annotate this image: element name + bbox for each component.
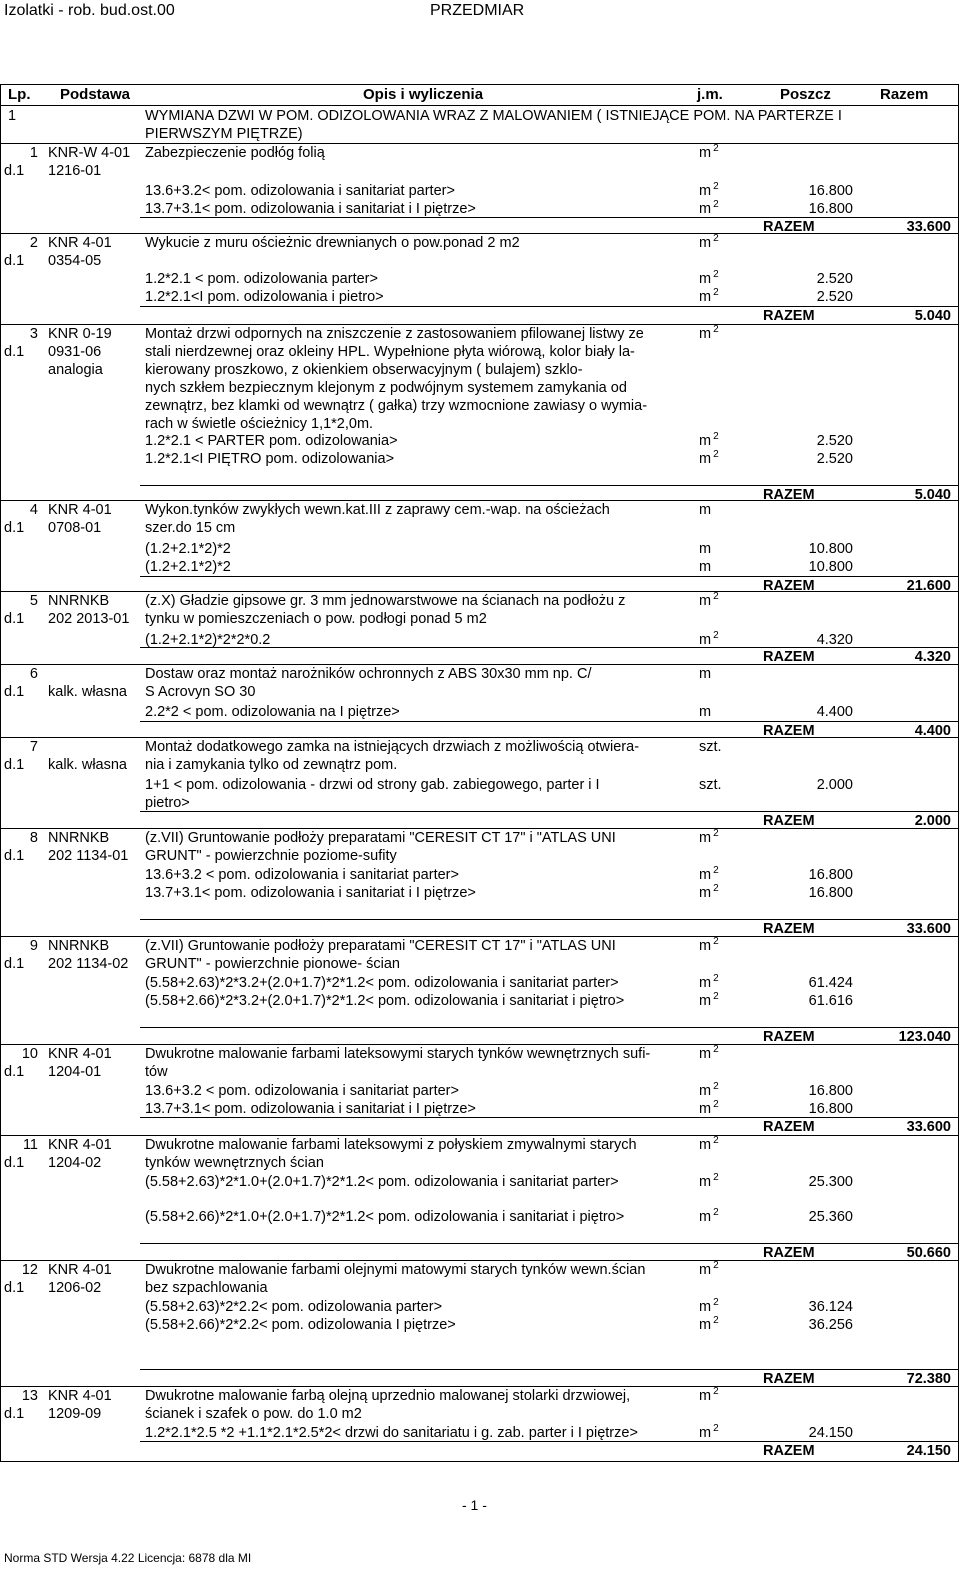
unit-cell bbox=[699, 937, 719, 955]
unit-base: m bbox=[699, 145, 712, 161]
unit-exponent: 2 bbox=[713, 1135, 719, 1146]
unit-exponent: 2 bbox=[713, 991, 719, 1002]
item-description-line: (z.VII) Gruntowanie podłoży preparatami "CERESIT CT 17" i "ATLAS UNI bbox=[145, 938, 616, 954]
calc-quantity: 2.520 bbox=[816, 451, 853, 467]
unit-exponent: 2 bbox=[713, 199, 719, 210]
item-divider bbox=[0, 143, 958, 144]
unit-cell bbox=[699, 1082, 719, 1100]
unit-cell bbox=[699, 234, 719, 252]
calc-line: (5.58+2.63)*2*3.2+(2.0+1.7)*2*1.2< pom. odizolowania i sanitariat parter> bbox=[145, 975, 619, 991]
item-number: 3 bbox=[29, 326, 38, 342]
page-number: - 1 - bbox=[462, 1497, 487, 1513]
item-code-number: 202 1134-02 bbox=[48, 956, 129, 972]
calc-line: 13.7+3.1< pom. odizolowania i sanitariat i I piętrze> bbox=[145, 1101, 476, 1117]
calc-line: 1.2*2.1 < pom. odizolowania parter> bbox=[145, 271, 378, 287]
col-razem: Razem bbox=[880, 86, 929, 103]
unit-cell: m bbox=[699, 541, 712, 557]
subtotal-rule bbox=[140, 1369, 958, 1370]
unit-base: m bbox=[699, 1209, 712, 1225]
razem-label: RAZEM bbox=[763, 1371, 815, 1387]
item-total: 4.320 bbox=[914, 649, 951, 665]
calc-line: 13.6+3.2 < pom. odizolowania i sanitariat parter> bbox=[145, 867, 459, 883]
calc-line: 1.2*2.1*2.5 *2 +1.1*2.1*2.5*2< drzwi do sanitariatu i g. zab. parter i I piętrze> bbox=[145, 1425, 638, 1441]
item-total: 50.660 bbox=[906, 1245, 951, 1261]
unit-cell bbox=[699, 866, 719, 884]
item-code-number: 1209-09 bbox=[48, 1406, 102, 1422]
item-d-index: d.1 bbox=[4, 1406, 25, 1422]
unit-exponent: 2 bbox=[713, 1297, 719, 1308]
calc-quantity: 25.360 bbox=[808, 1209, 853, 1225]
col-podstawa: Podstawa bbox=[60, 86, 131, 103]
calc-line: 13.6+3.2 < pom. odizolowania i sanitariat parter> bbox=[145, 1083, 459, 1099]
item-total: 21.600 bbox=[906, 578, 951, 594]
item-total: 5.040 bbox=[914, 308, 951, 324]
subtotal-rule bbox=[140, 576, 958, 577]
item-number: 1 bbox=[29, 145, 38, 161]
item-description-line: nia i zamykania tylko od zewnątrz pom. bbox=[145, 757, 398, 773]
item-d-index: d.1 bbox=[4, 1155, 25, 1171]
razem-label: RAZEM bbox=[763, 308, 815, 324]
unit-exponent: 2 bbox=[713, 1099, 719, 1110]
calc-quantity: 24.150 bbox=[808, 1425, 853, 1441]
subtotal-rule bbox=[140, 1441, 958, 1442]
item-d-index: d.1 bbox=[4, 344, 25, 360]
unit-base: m bbox=[699, 271, 712, 287]
unit-base: m bbox=[699, 201, 712, 217]
calc-quantity: 16.800 bbox=[808, 1083, 853, 1099]
item-description-line: (z.VII) Gruntowanie podłoży preparatami "CERESIT CT 17" i "ATLAS UNI bbox=[145, 830, 616, 846]
item-total: 33.600 bbox=[906, 219, 951, 235]
calc-quantity: 10.800 bbox=[808, 559, 853, 575]
item-number: 12 bbox=[21, 1262, 38, 1278]
calc-line: (5.58+2.66)*2*3.2+(2.0+1.7)*2*1.2< pom. odizolowania i sanitariat i piętro> bbox=[145, 993, 625, 1009]
item-code-catalog: KNR 4-01 bbox=[48, 1262, 112, 1278]
calc-line: 1+1 < pom. odizolowania - drzwi od strony gab. zabiegowego, parter i I bbox=[145, 777, 600, 793]
item-total: 5.040 bbox=[914, 487, 951, 503]
unit-exponent: 2 bbox=[713, 449, 719, 460]
unit-base: m bbox=[699, 1046, 712, 1062]
unit-base: m bbox=[699, 1083, 712, 1099]
item-description-line: Dostaw oraz montaż narożników ochronnych z ABS 30x30 mm np. C/ bbox=[145, 666, 592, 682]
table-bottom-border bbox=[0, 1461, 958, 1462]
calc-line: 2.2*2 < pom. odizolowania na I piętrze> bbox=[145, 704, 400, 720]
calc-quantity: 16.800 bbox=[808, 1101, 853, 1117]
unit-exponent: 2 bbox=[713, 233, 719, 244]
unit-base: m bbox=[699, 938, 712, 954]
item-d-index: d.1 bbox=[4, 1064, 25, 1080]
unit-base: m bbox=[699, 885, 712, 901]
unit-cell bbox=[699, 288, 719, 306]
unit-exponent: 2 bbox=[713, 1423, 719, 1434]
calc-quantity: 2.520 bbox=[816, 271, 853, 287]
item-code-number: 1204-02 bbox=[48, 1155, 102, 1171]
item-code-catalog: KNR 4-01 bbox=[48, 1137, 112, 1153]
table-left-border bbox=[0, 84, 1, 1462]
unit-base: m bbox=[699, 1425, 712, 1441]
item-description-line: stali nierdzewnej oraz okleiny HPL. Wypełnione płyta wiórową, kolor biały la- bbox=[145, 344, 635, 360]
item-d-index: d.1 bbox=[4, 520, 25, 536]
unit-cell bbox=[699, 884, 719, 902]
unit-cell bbox=[699, 1173, 719, 1191]
calc-line: pietro> bbox=[145, 795, 190, 811]
calc-quantity: 36.124 bbox=[808, 1299, 853, 1315]
subtotal-rule bbox=[140, 1027, 958, 1028]
item-total: 33.600 bbox=[906, 921, 951, 937]
calc-quantity: 16.800 bbox=[808, 183, 853, 199]
unit-cell: m bbox=[699, 666, 712, 682]
calc-line: (5.58+2.66)*2*2.2< pom. odizolowania I piętrze> bbox=[145, 1317, 456, 1333]
item-code-number: 202 1134-01 bbox=[48, 848, 129, 864]
calc-line: (1.2+2.1*2)*2*2*0.2 bbox=[145, 632, 271, 648]
item-code-number: 1216-01 bbox=[48, 163, 102, 179]
unit-cell bbox=[699, 450, 719, 468]
razem-label: RAZEM bbox=[763, 723, 815, 739]
column-header-row bbox=[0, 86, 958, 106]
subtotal-rule bbox=[140, 647, 958, 648]
unit-cell bbox=[699, 1100, 719, 1118]
unit-cell bbox=[699, 325, 719, 343]
item-d-index: d.1 bbox=[4, 1280, 25, 1296]
unit-cell: m bbox=[699, 502, 712, 518]
razem-label: RAZEM bbox=[763, 813, 815, 829]
calc-quantity: 61.424 bbox=[808, 975, 853, 991]
calc-line: (5.58+2.63)*2*1.0+(2.0+1.7)*2*1.2< pom. odizolowania i sanitariat parter> bbox=[145, 1174, 619, 1190]
unit-base: m bbox=[699, 235, 712, 251]
item-code-number: kalk. własna bbox=[48, 757, 127, 773]
item-number: 5 bbox=[29, 593, 38, 609]
item-code-catalog: NNRNKB bbox=[48, 593, 110, 609]
item-number: 9 bbox=[29, 938, 38, 954]
item-number: 8 bbox=[29, 830, 38, 846]
unit-exponent: 2 bbox=[713, 1081, 719, 1092]
unit-exponent: 2 bbox=[713, 973, 719, 984]
item-code-catalog: KNR 4-01 bbox=[48, 235, 112, 251]
unit-exponent: 2 bbox=[713, 431, 719, 442]
unit-exponent: 2 bbox=[713, 269, 719, 280]
item-description-line: Dwukrotne malowanie farbami olejnymi matowymi starych tynków wewn.ścian bbox=[145, 1262, 646, 1278]
item-code-number: 202 2013-01 bbox=[48, 611, 130, 627]
calc-line: 1.2*2.1<I pom. odizolowania i pietro> bbox=[145, 289, 384, 305]
item-number: 2 bbox=[29, 235, 38, 251]
section-number: 1 bbox=[8, 108, 17, 124]
item-number: 4 bbox=[29, 502, 38, 518]
item-code-number: 0931-06 bbox=[48, 344, 102, 360]
unit-exponent: 2 bbox=[713, 287, 719, 298]
unit-exponent: 2 bbox=[713, 591, 719, 602]
unit-base: m bbox=[699, 1388, 712, 1404]
calc-line: (5.58+2.66)*2*1.0+(2.0+1.7)*2*1.2< pom. odizolowania i sanitariat i piętro> bbox=[145, 1209, 625, 1225]
razem-label: RAZEM bbox=[763, 1443, 815, 1459]
subtotal-rule bbox=[140, 485, 958, 486]
unit-exponent: 2 bbox=[713, 828, 719, 839]
item-code-catalog: KNR 0-19 bbox=[48, 326, 112, 342]
unit-base: m bbox=[699, 830, 712, 846]
item-number: 7 bbox=[29, 739, 38, 755]
header-rule-top bbox=[0, 84, 958, 85]
unit-cell: szt. bbox=[699, 739, 722, 755]
subtotal-rule bbox=[140, 919, 958, 920]
subtotal-rule bbox=[140, 721, 958, 722]
item-d-index: d.1 bbox=[4, 757, 25, 773]
item-number: 6 bbox=[29, 666, 38, 682]
unit-base: m bbox=[699, 1262, 712, 1278]
item-code-number: 0708-01 bbox=[48, 520, 102, 536]
razem-label: RAZEM bbox=[763, 649, 815, 665]
item-description-line: Montaż dodatkowego zamka na istniejących drzwiach z możliwością otwiera- bbox=[145, 739, 640, 755]
subtotal-rule bbox=[140, 1243, 958, 1244]
unit-base: m bbox=[699, 1101, 712, 1117]
calc-line: 1.2*2.1 < PARTER pom. odizolowania> bbox=[145, 433, 398, 449]
item-total: 4.400 bbox=[914, 723, 951, 739]
unit-base: m bbox=[699, 433, 712, 449]
calc-quantity: 4.320 bbox=[816, 632, 853, 648]
item-description-line: szer.do 15 cm bbox=[145, 520, 236, 536]
unit-exponent: 2 bbox=[713, 143, 719, 154]
calc-quantity: 36.256 bbox=[808, 1317, 853, 1333]
item-description-line: GRUNT" - powierzchnie pionowe- ścian bbox=[145, 956, 400, 972]
calc-quantity: 10.800 bbox=[808, 541, 853, 557]
header-rule-bottom bbox=[0, 105, 958, 106]
calc-line: 13.6+3.2< pom. odizolowania i sanitariat parter> bbox=[145, 183, 455, 199]
unit-base: m bbox=[699, 289, 712, 305]
unit-cell bbox=[699, 1298, 719, 1316]
unit-cell bbox=[699, 432, 719, 450]
item-total: 123.040 bbox=[898, 1029, 951, 1045]
section-title-line2: PIERWSZYM PIĘTRZE) bbox=[145, 126, 303, 142]
item-code-note: analogia bbox=[48, 362, 103, 378]
calc-line: 13.7+3.1< pom. odizolowania i sanitariat i I piętrze> bbox=[145, 885, 476, 901]
razem-label: RAZEM bbox=[763, 578, 815, 594]
unit-base: m bbox=[699, 632, 712, 648]
unit-exponent: 2 bbox=[713, 181, 719, 192]
document-title: Izolatki - rob. bud.ost.00 bbox=[4, 2, 175, 19]
item-description-line: rach w świetle ościeżnicy 1,1*2,0m. bbox=[145, 416, 374, 432]
subtotal-rule bbox=[140, 811, 958, 812]
unit-base: m bbox=[699, 975, 712, 991]
unit-cell bbox=[699, 829, 719, 847]
calc-quantity: 2.520 bbox=[816, 289, 853, 305]
razem-label: RAZEM bbox=[763, 487, 815, 503]
calc-line: 1.2*2.1<I PIĘTRO pom. odizolowania> bbox=[145, 451, 395, 467]
unit-cell bbox=[699, 1387, 719, 1405]
item-description-line: (z.X) Gładzie gipsowe gr. 3 mm jednowarstwowe na ścianach na podłożu z bbox=[145, 593, 626, 609]
item-description-line: tynków wewnętrznych ścian bbox=[145, 1155, 324, 1171]
unit-cell bbox=[699, 200, 719, 218]
item-code-number: kalk. własna bbox=[48, 684, 127, 700]
unit-cell bbox=[699, 974, 719, 992]
razem-label: RAZEM bbox=[763, 219, 815, 235]
item-d-index: d.1 bbox=[4, 611, 25, 627]
calc-quantity: 2.000 bbox=[816, 777, 853, 793]
col-jm: j.m. bbox=[697, 86, 723, 103]
unit-exponent: 2 bbox=[713, 1044, 719, 1055]
section-title-line1: WYMIANA DZWI W POM. ODIZOLOWANIA WRAZ Z MALOWANIEM ( ISTNIEJĄCE POM. NA PARTERZE I bbox=[145, 108, 842, 124]
unit-cell bbox=[699, 1424, 719, 1442]
item-d-index: d.1 bbox=[4, 253, 25, 269]
unit-base: m bbox=[699, 1174, 712, 1190]
item-description-line: tynku w pomieszczeniach o pow. podłogi ponad 5 m2 bbox=[145, 611, 487, 627]
unit-cell bbox=[699, 1261, 719, 1279]
unit-base: m bbox=[699, 867, 712, 883]
calc-quantity: 25.300 bbox=[808, 1174, 853, 1190]
calc-quantity: 16.800 bbox=[808, 867, 853, 883]
razem-label: RAZEM bbox=[763, 921, 815, 937]
item-code-catalog: NNRNKB bbox=[48, 938, 110, 954]
item-d-index: d.1 bbox=[4, 848, 25, 864]
calc-quantity: 16.800 bbox=[808, 201, 853, 217]
calc-line: (1.2+2.1*2)*2 bbox=[145, 559, 231, 575]
item-d-index: d.1 bbox=[4, 163, 25, 179]
razem-label: RAZEM bbox=[763, 1029, 815, 1045]
unit-cell bbox=[699, 1045, 719, 1063]
unit-base: m bbox=[699, 326, 712, 342]
unit-base: m bbox=[699, 993, 712, 1009]
item-number: 13 bbox=[21, 1388, 38, 1404]
unit-cell: m bbox=[699, 559, 712, 575]
item-code-catalog: KNR 4-01 bbox=[48, 502, 112, 518]
unit-exponent: 2 bbox=[713, 1260, 719, 1271]
item-description-line: S Acrovyn SO 30 bbox=[145, 684, 256, 700]
calc-line: (1.2+2.1*2)*2 bbox=[145, 541, 231, 557]
item-description-line: Wykucie z muru ościeżnic drewnianych o pow.ponad 2 m2 bbox=[145, 235, 520, 251]
item-code-number: 0354-05 bbox=[48, 253, 102, 269]
item-description-line: nych szkłem bezpiecznym klejonym z podwójnym systemem zamykania od bbox=[145, 380, 627, 396]
calc-line: (5.58+2.63)*2*2.2< pom. odizolowania parter> bbox=[145, 1299, 443, 1315]
unit-exponent: 2 bbox=[713, 1315, 719, 1326]
item-total: 33.600 bbox=[906, 1119, 951, 1135]
subtotal-rule bbox=[140, 1117, 958, 1118]
item-total: 2.000 bbox=[914, 813, 951, 829]
calc-quantity: 16.800 bbox=[808, 885, 853, 901]
unit-cell bbox=[699, 992, 719, 1010]
item-number: 10 bbox=[21, 1046, 38, 1062]
unit-cell bbox=[699, 1136, 719, 1154]
col-poszcz: Poszcz bbox=[780, 86, 831, 103]
footer-license: Norma STD Wersja 4.22 Licencja: 6878 dla MI bbox=[4, 1551, 252, 1565]
unit-cell bbox=[699, 1316, 719, 1334]
item-total: 72.380 bbox=[906, 1371, 951, 1387]
unit-exponent: 2 bbox=[713, 324, 719, 335]
unit-exponent: 2 bbox=[713, 865, 719, 876]
unit-base: m bbox=[699, 451, 712, 467]
item-description-line: Montaż drzwi odpornych na zniszczenie z zastosowaniem pfilowanej listwy ze bbox=[145, 326, 644, 342]
unit-cell bbox=[699, 1208, 719, 1226]
razem-label: RAZEM bbox=[763, 1119, 815, 1135]
razem-label: RAZEM bbox=[763, 1245, 815, 1261]
item-description-line: Dwukrotne malowanie farbami lateksowymi starych tynków wewnętrznych sufi- bbox=[145, 1046, 651, 1062]
subtotal-rule bbox=[140, 306, 958, 307]
item-code-catalog: NNRNKB bbox=[48, 830, 110, 846]
unit-cell bbox=[699, 270, 719, 288]
unit-base: m bbox=[699, 1299, 712, 1315]
item-description-line: Wykon.tynków zwykłych wewn.kat.III z zaprawy cem.-wap. na ościeżach bbox=[145, 502, 610, 518]
unit-exponent: 2 bbox=[713, 1172, 719, 1183]
unit-exponent: 2 bbox=[713, 936, 719, 947]
item-description-line: Dwukrotne malowanie farbami lateksowymi z połyskiem zmywalnymi starych bbox=[145, 1137, 637, 1153]
item-code-number: 1206-02 bbox=[48, 1280, 102, 1296]
table-right-border bbox=[958, 84, 959, 1462]
item-code-catalog: KNR-W 4-01 bbox=[48, 145, 131, 161]
item-description-line: GRUNT" - powierzchnie poziome-sufity bbox=[145, 848, 397, 864]
document-type: PRZEDMIAR bbox=[430, 2, 525, 19]
item-code-number: 1204-01 bbox=[48, 1064, 102, 1080]
unit-base: m bbox=[699, 1137, 712, 1153]
item-description-line: tów bbox=[145, 1064, 168, 1080]
unit-exponent: 2 bbox=[713, 1207, 719, 1218]
subtotal-rule bbox=[140, 217, 958, 218]
item-description-line: ścianek i szafek o pow. do 1.0 m2 bbox=[145, 1406, 362, 1422]
unit-exponent: 2 bbox=[713, 630, 719, 641]
unit-cell: m bbox=[699, 704, 712, 720]
calc-line: 13.7+3.1< pom. odizolowania i sanitariat i I piętrze> bbox=[145, 201, 476, 217]
item-d-index: d.1 bbox=[4, 956, 25, 972]
unit-cell: szt. bbox=[699, 777, 722, 793]
item-total: 24.150 bbox=[906, 1443, 951, 1459]
calc-quantity: 4.400 bbox=[816, 704, 853, 720]
col-lp: Lp. bbox=[8, 86, 31, 103]
unit-base: m bbox=[699, 183, 712, 199]
item-description-line: zewnątrz, bez klamki od wewnątrz ( gałka) trzy wzmocnione zawiasy o wymia- bbox=[145, 398, 648, 414]
calc-quantity: 61.616 bbox=[808, 993, 853, 1009]
unit-cell bbox=[699, 144, 719, 162]
unit-cell bbox=[699, 592, 719, 610]
item-description-line: bez szpachlowania bbox=[145, 1280, 268, 1296]
calc-quantity: 2.520 bbox=[816, 433, 853, 449]
unit-base: m bbox=[699, 1317, 712, 1333]
item-d-index: d.1 bbox=[4, 684, 25, 700]
unit-exponent: 2 bbox=[713, 1386, 719, 1397]
unit-exponent: 2 bbox=[713, 883, 719, 894]
unit-cell bbox=[699, 182, 719, 200]
item-description-line: Dwukrotne malowanie farbą olejną uprzednio malowanej stolarki drzwiowej, bbox=[145, 1388, 631, 1404]
col-opis: Opis i wyliczenia bbox=[363, 86, 484, 103]
item-code-catalog: KNR 4-01 bbox=[48, 1388, 112, 1404]
item-description-line: kierowany proszkowo, z okienkiem obserwacyjnym ( bulajem) szklo- bbox=[145, 362, 583, 378]
unit-base: m bbox=[699, 593, 712, 609]
item-number: 11 bbox=[22, 1137, 38, 1153]
item-code-catalog: KNR 4-01 bbox=[48, 1046, 112, 1062]
item-description-line: Zabezpieczenie podłóg folią bbox=[145, 145, 325, 161]
